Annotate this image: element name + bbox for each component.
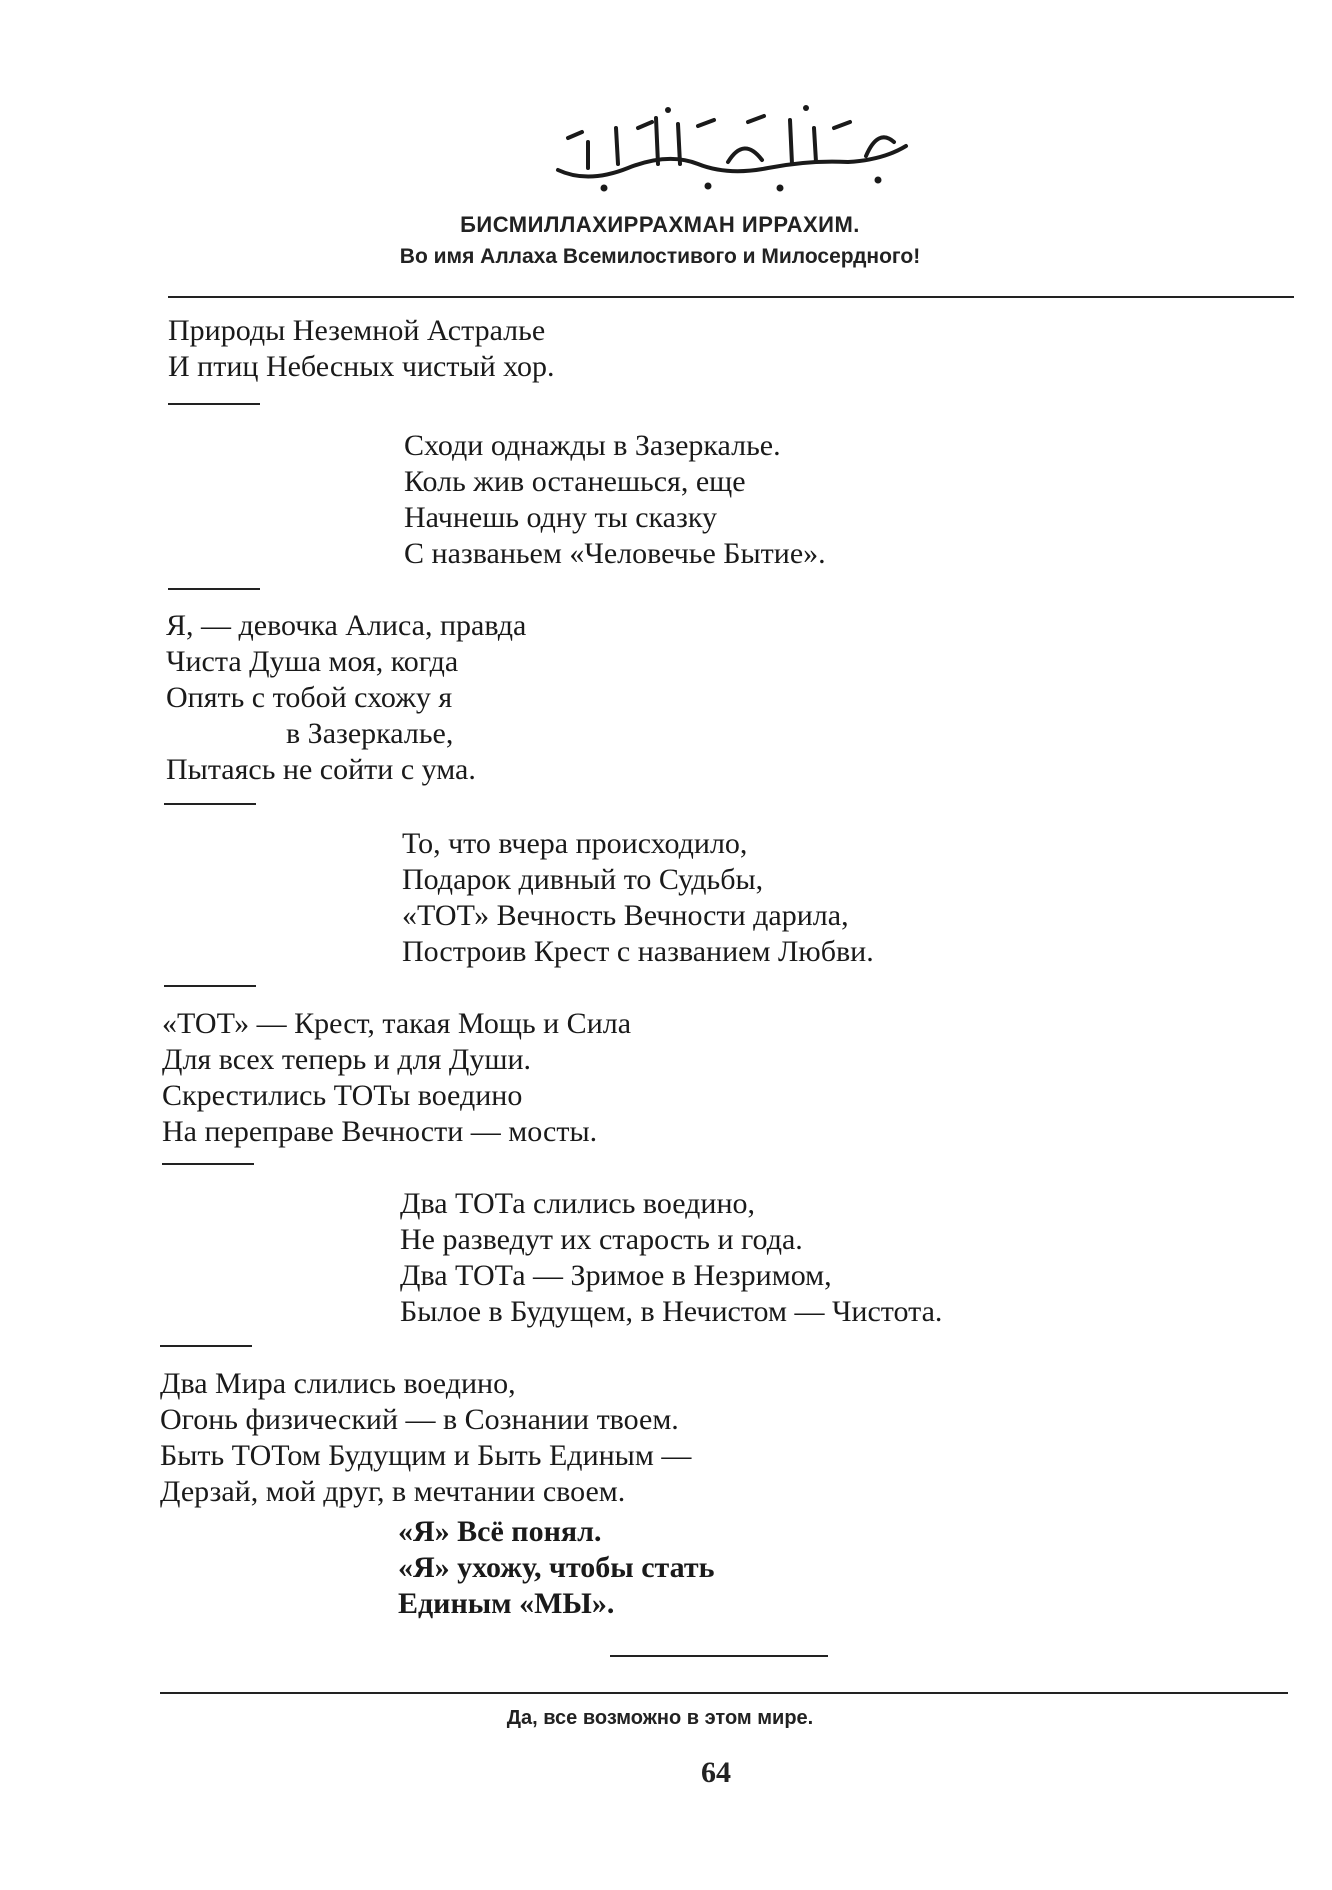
verse-line: «ТОТ» Вечность Вечности дарила,: [402, 899, 849, 932]
stanza-divider: [164, 803, 256, 805]
verse-line: Скрестились ТОТы воедино: [162, 1079, 523, 1112]
verse-line: На переправе Вечности — мосты.: [162, 1115, 598, 1148]
verse-line: Я, — девочка Алиса, правда: [166, 609, 527, 642]
verse-line: в Зазеркалье,: [286, 717, 454, 750]
verse-line: Два ТОТа слились воедино,: [400, 1187, 756, 1220]
header-translation: Во имя Аллаха Всемилостивого и Милосердного!: [399, 245, 921, 268]
stanza-divider: [160, 1345, 252, 1347]
stanza: [402, 826, 874, 970]
verse-line: Быть ТОТом Будущим и Быть Единым —: [160, 1439, 692, 1472]
footer-text: Да, все возможно в этом мире.: [506, 1707, 814, 1729]
verse-line: Единым «МЫ».: [398, 1587, 615, 1620]
verse-line: Не разведут их старость и года.: [400, 1223, 803, 1256]
verse-line: «Я» Всё понял.: [398, 1515, 602, 1548]
verse-line: Опять с тобой схожу я: [166, 681, 453, 714]
page-number: 64: [701, 1756, 731, 1789]
verse-line: «Я» ухожу, чтобы стать: [398, 1551, 715, 1584]
verse-line: Огонь физический — в Сознании твоем.: [160, 1403, 679, 1436]
verse-line: С названьем «Человечье Бытие».: [404, 537, 826, 570]
stanza-divider: [162, 1163, 254, 1165]
header-transliteration: БИСМИЛЛАХИРРАХМАН ИРРАХИМ.: [460, 212, 860, 237]
closing-stanza: [398, 1514, 714, 1622]
verse-line: Былое в Будущем, в Нечистом — Чистота.: [400, 1295, 943, 1328]
verse-line: И птиц Небесных чистый хор.: [168, 350, 555, 383]
footer-rule: [160, 1692, 1288, 1694]
stanza: [160, 1366, 691, 1510]
verse-line: Пытаясь не сойти с ума.: [166, 753, 476, 786]
stanza-divider: [168, 588, 260, 590]
verse-line: «ТОТ» — Крест, такая Мощь и Сила: [162, 1007, 632, 1040]
stanza-divider: [164, 985, 256, 987]
verse-line: Сходи однажды в Зазеркалье.: [404, 429, 781, 462]
stanza: [168, 313, 555, 385]
verse-line: Коль жив останешься, еще: [404, 465, 746, 498]
verse-line: Подарок дивный то Судьбы,: [402, 863, 764, 896]
verse-line: Начнешь одну ты сказку: [404, 501, 717, 534]
verse-line: Природы Неземной Астралье: [168, 314, 546, 347]
verse-line: Два Мира слились воедино,: [160, 1367, 516, 1400]
stanza: [166, 608, 526, 788]
stanza: [400, 1186, 942, 1330]
verse-line: Чиста Душа моя, когда: [166, 645, 459, 678]
verse-line: Для всех теперь и для Души.: [162, 1043, 532, 1076]
verse-line: Два ТОТа — Зримое в Незримом,: [400, 1259, 832, 1292]
verse-line: То, что вчера происходило,: [402, 827, 748, 860]
stanza-divider: [168, 403, 260, 405]
stanza: [404, 428, 826, 572]
stanza: [162, 1006, 631, 1150]
verse-line: Дерзай, мой друг, в мечтании своем.: [160, 1475, 626, 1508]
verse-line: Построив Крест с названием Любви.: [402, 935, 874, 968]
end-divider: [610, 1655, 828, 1657]
